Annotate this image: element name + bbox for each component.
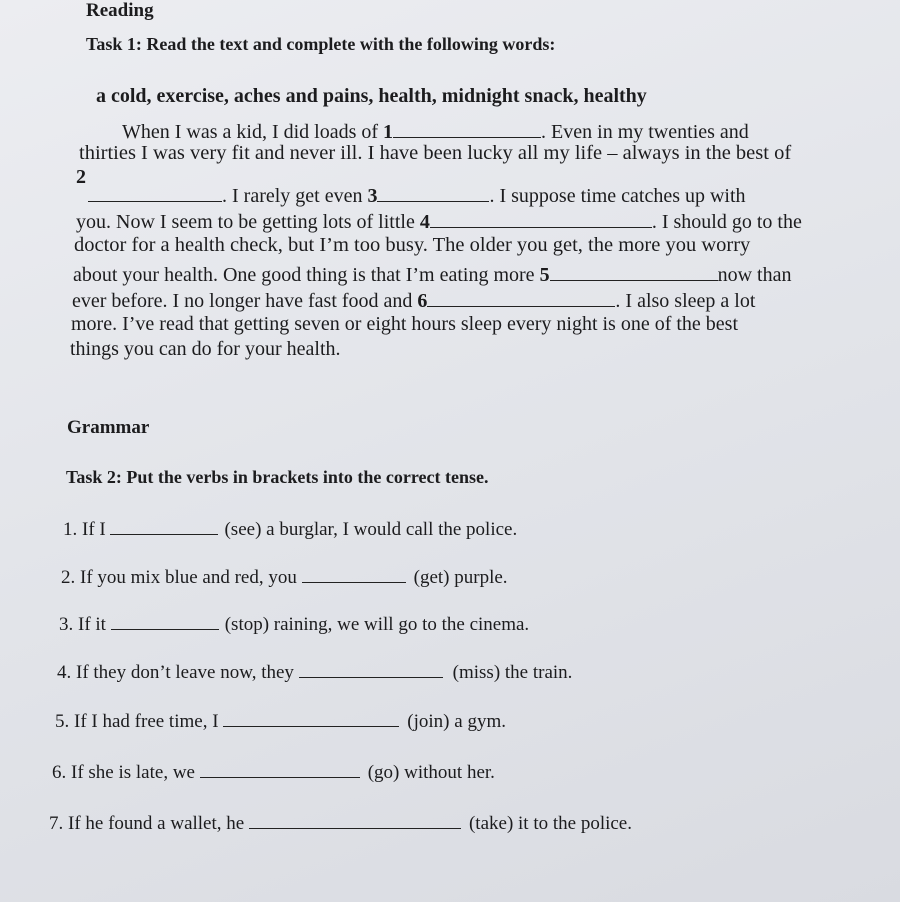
blank-6[interactable] bbox=[427, 286, 615, 307]
reading-line-2: thirties I was very fit and never ill. I have been lucky all my life – always in the best of bbox=[79, 142, 792, 164]
reading-line-9: things you can do for your health. bbox=[70, 338, 341, 360]
reading-line-1: When I was a kid, I did loads of 1 . Even in my twenties and bbox=[122, 117, 749, 144]
answer-blank-5[interactable] bbox=[223, 707, 399, 727]
blank-2[interactable] bbox=[88, 181, 222, 202]
reading-line-5: doctor for a health check, but I’m too busy. The older you get, the more you worry bbox=[74, 234, 751, 256]
answer-blank-6[interactable] bbox=[200, 758, 360, 778]
reading-line-3: 2 bbox=[76, 166, 86, 188]
reading-line-6: about your health. One good thing is that I’m eating more 5 now than bbox=[73, 260, 791, 287]
reading-line-7: ever before. I no longer have fast food and 6 . I also sleep a lot bbox=[72, 286, 755, 313]
reading-line-8: more. I’ve read that getting seven or eight hours sleep every night is one of the best bbox=[71, 313, 739, 335]
task1-title: Task 1: Read the text and complete with the following words: bbox=[86, 34, 556, 54]
grammar-item-6: 6. If she is late, we (go) without her. bbox=[52, 758, 495, 784]
reading-line-3b: . I rarely get even 3 . I suppose time catches up with bbox=[88, 181, 746, 208]
blank-5[interactable] bbox=[550, 260, 718, 281]
answer-blank-4[interactable] bbox=[299, 658, 443, 678]
grammar-item-3: 3. If it (stop) raining, we will go to the cinema. bbox=[59, 610, 529, 636]
grammar-item-2: 2. If you mix blue and red, you (get) purple. bbox=[61, 563, 508, 589]
answer-blank-2[interactable] bbox=[302, 563, 406, 583]
word-bank: a cold, exercise, aches and pains, health, midnight snack, healthy bbox=[96, 85, 647, 107]
grammar-item-5: 5. If I had free time, I (join) a gym. bbox=[55, 707, 506, 733]
grammar-item-7: 7. If he found a wallet, he (take) it to the police. bbox=[49, 809, 632, 835]
grammar-heading: Grammar bbox=[67, 417, 150, 438]
grammar-item-1: 1. If I (see) a burglar, I would call the police. bbox=[63, 515, 517, 541]
answer-blank-7[interactable] bbox=[249, 809, 461, 829]
blank-3[interactable] bbox=[377, 181, 489, 202]
blank-1[interactable] bbox=[393, 117, 541, 138]
grammar-item-4: 4. If they don’t leave now, they (miss) the train. bbox=[57, 658, 572, 684]
reading-line-4: you. Now I seem to be getting lots of little 4 . I should go to the bbox=[76, 207, 802, 234]
task2-title: Task 2: Put the verbs in brackets into the correct tense. bbox=[66, 467, 489, 487]
answer-blank-3[interactable] bbox=[111, 610, 219, 630]
reading-heading: Reading bbox=[86, 0, 154, 21]
blank-4[interactable] bbox=[430, 207, 652, 228]
answer-blank-1[interactable] bbox=[110, 515, 218, 535]
